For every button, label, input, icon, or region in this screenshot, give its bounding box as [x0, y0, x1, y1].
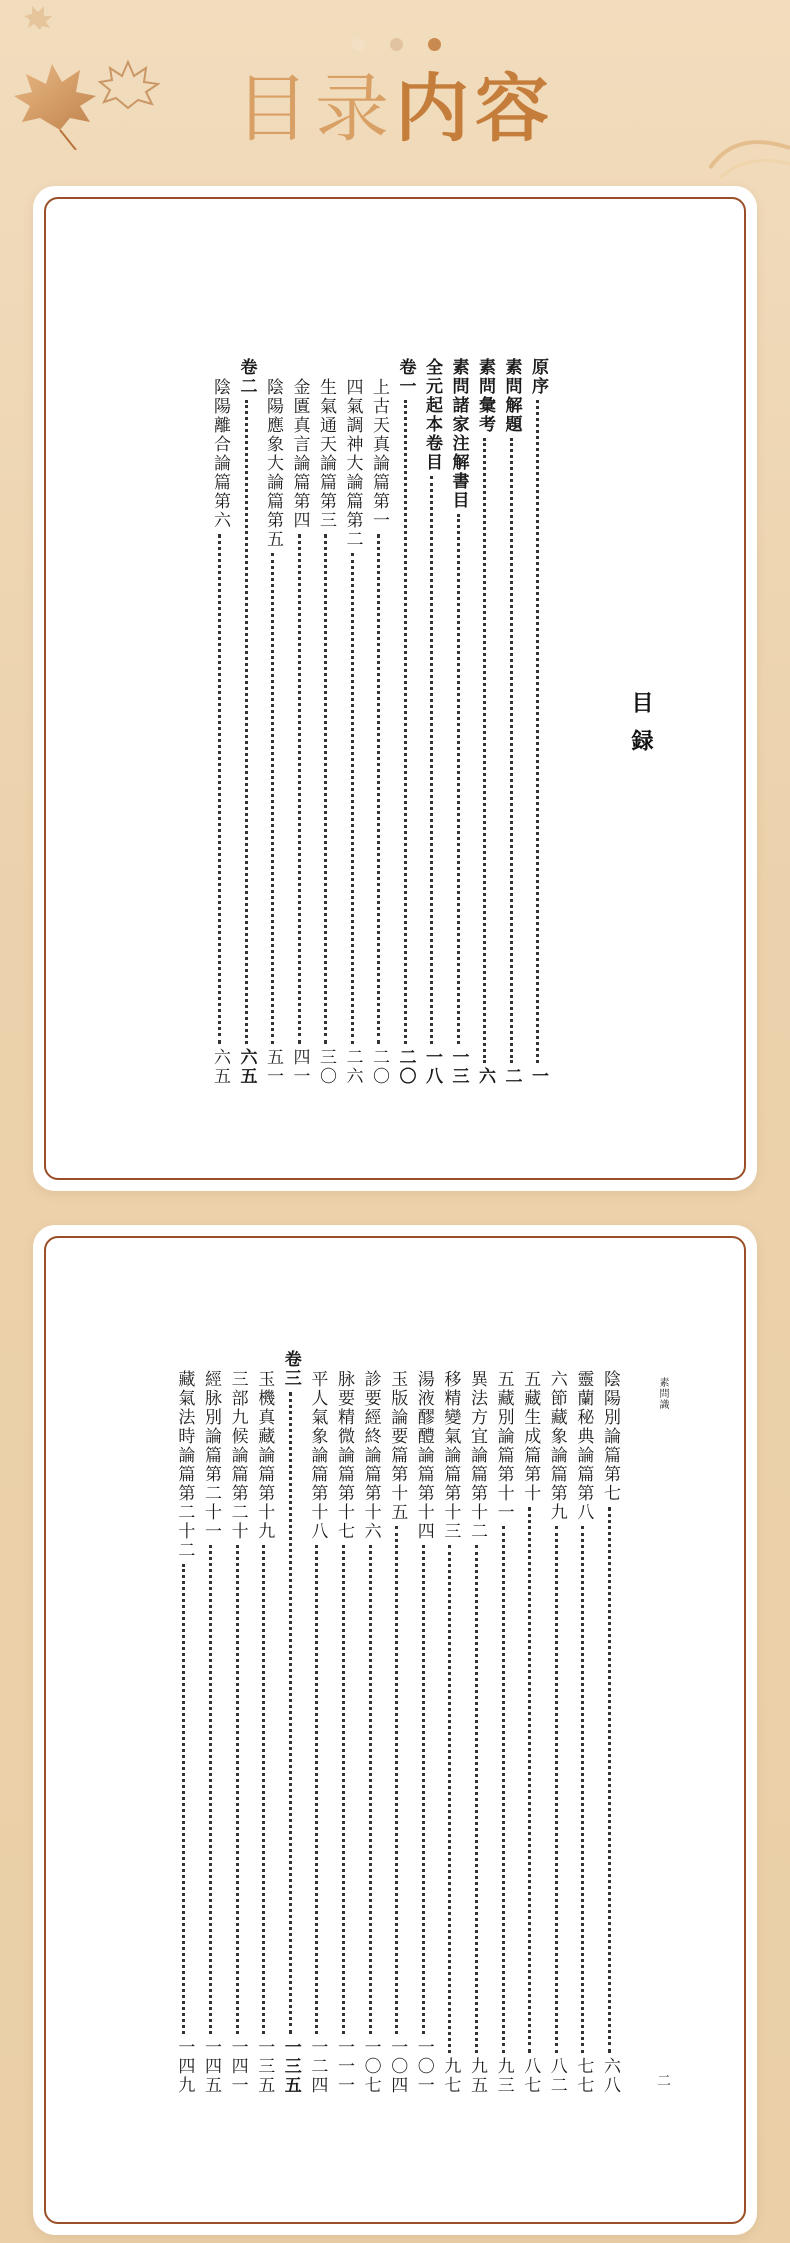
toc-entry-title: 陰陽應象大論篇第五 — [263, 378, 283, 549]
toc-entry-page: 四一 — [289, 1048, 310, 1086]
toc-entry[interactable] — [476, 358, 493, 1086]
toc-entry[interactable] — [362, 1370, 379, 2095]
running-head: 素問識 — [657, 1377, 668, 1410]
toc-entry-page: 二六 — [342, 1048, 363, 1086]
indicator-dot — [352, 38, 365, 51]
toc-entry-page: 一〇一 — [413, 2038, 434, 2095]
dot-leader — [608, 1507, 611, 2053]
toc-entry[interactable] — [495, 1370, 512, 2095]
toc-entry-page: 二〇 — [369, 1048, 389, 1086]
dot-leader — [404, 400, 407, 1044]
dot-leader — [510, 438, 513, 1063]
toc-entry-page: 八七 — [520, 2057, 541, 2095]
page-indicator-dots — [352, 38, 442, 52]
page-frame — [44, 197, 746, 1180]
toc-entry-title: 素問解題 — [501, 358, 522, 434]
toc-entry-title: 卷二 — [236, 358, 257, 396]
dot-leader — [315, 1545, 318, 2034]
toc-entry[interactable] — [415, 1370, 432, 2095]
dot-leader — [271, 553, 274, 1044]
dot-leader — [395, 1526, 398, 2034]
dot-leader — [209, 1545, 212, 2034]
toc-entry[interactable] — [264, 378, 281, 1086]
dot-leader — [448, 1545, 451, 2053]
toc-entry-page: 二 — [501, 1067, 522, 1086]
toc-entry-page: 一〇四 — [387, 2038, 408, 2095]
page-title — [0, 66, 790, 152]
toc-entry-title: 玉版論要篇第十五 — [387, 1370, 408, 1522]
toc-entry[interactable] — [529, 358, 546, 1086]
toc-entry-title: 玉機真藏論篇第十九 — [254, 1370, 275, 1541]
toc-entry-page: 一一一 — [334, 2038, 354, 2095]
toc-entry[interactable] — [450, 358, 467, 1086]
toc-entry-title: 五藏生成篇第十 — [520, 1370, 541, 1503]
toc-entry-title: 素問諸家注解書目 — [448, 358, 469, 510]
toc-page-1 — [33, 186, 757, 1191]
toc-entry-title: 四氣調神大論篇第二 — [342, 378, 363, 549]
dot-leader — [324, 534, 327, 1044]
toc-entry-title: 生氣通天論篇第三 — [316, 378, 336, 530]
toc-entry[interactable] — [520, 1370, 541, 2095]
dot-leader — [182, 1564, 185, 2034]
dot-leader — [377, 534, 380, 1044]
toc-entry-page: 一三五 — [254, 2038, 275, 2095]
toc-entry-page: 一四九 — [174, 2038, 195, 2095]
toc-entry-title: 陰陽別論篇第七 — [600, 1370, 620, 1503]
toc-entry-page: 六 — [475, 1067, 495, 1086]
toc-entry-page: 一八 — [422, 1048, 442, 1086]
toc-entry-title: 移精變氣論篇第十三 — [440, 1370, 461, 1541]
dot-leader — [262, 1545, 265, 2034]
dot-leader — [351, 553, 354, 1044]
dot-leader — [245, 400, 248, 1044]
toc-entry-page: 五一 — [263, 1048, 283, 1086]
toc-entry[interactable] — [317, 378, 334, 1086]
toc-entry[interactable] — [291, 378, 308, 1086]
toc-entry-page: 一二四 — [307, 2038, 328, 2095]
toc-entry-title: 三部九候論篇第二十 — [227, 1370, 248, 1541]
indicator-dot — [390, 38, 403, 51]
toc-entry[interactable] — [548, 1370, 565, 2095]
page-title-bold: 内容 — [395, 66, 555, 152]
toc-entry-title: 陰陽離合論篇第六 — [210, 378, 230, 530]
toc-entry-title: 金匱真言論篇第四 — [289, 378, 310, 530]
toc-entry-page: 一 — [528, 1067, 548, 1086]
toc-entry-title: 異法方宜論篇第十二 — [467, 1370, 487, 1541]
toc-entry-title: 湯液醪醴論篇第十四 — [413, 1370, 434, 1541]
toc-entry-title: 上古天真論篇第一 — [369, 378, 389, 530]
toc-entry[interactable] — [423, 358, 440, 1086]
dot-leader — [430, 476, 433, 1044]
toc-entry-title: 全元起本卷目 — [422, 358, 442, 472]
toc-entry-title: 六節藏象論篇第九 — [546, 1370, 567, 1522]
toc-entry[interactable] — [503, 358, 520, 1086]
toc-entry[interactable] — [387, 1370, 408, 2095]
toc-entry[interactable] — [601, 1370, 618, 2095]
dot-leader — [457, 514, 460, 1044]
toc-entry-title: 經脉別論篇第二十一 — [201, 1370, 221, 1541]
dot-leader — [536, 400, 539, 1063]
toc-entry-page: 六五 — [210, 1048, 230, 1086]
toc-entry[interactable] — [202, 1370, 219, 2095]
toc-entry-page: 一三五 — [280, 2038, 301, 2095]
dot-leader — [342, 1545, 345, 2034]
dot-leader — [298, 534, 301, 1044]
toc-entry[interactable] — [282, 1350, 299, 2095]
toc-entry[interactable] — [335, 1370, 352, 2095]
toc-entry-page: 一四一 — [227, 2038, 248, 2095]
dot-leader — [289, 1392, 292, 2034]
toc-entry-title: 平人氣象論篇第十八 — [307, 1370, 328, 1541]
toc-entry-page: 六八 — [600, 2057, 620, 2095]
toc-entry-title: 五藏別論篇第十一 — [493, 1370, 514, 1522]
toc-entry-page: 一〇七 — [360, 2038, 381, 2095]
toc-entry[interactable] — [307, 1370, 328, 2095]
toc-entry[interactable] — [174, 1370, 195, 2095]
toc-entry[interactable] — [370, 378, 387, 1086]
dot-leader — [218, 534, 221, 1044]
toc-entry-title: 卷一 — [395, 358, 416, 396]
dot-leader — [422, 1545, 425, 2034]
dot-leader — [555, 1526, 558, 2053]
toc-entry-title: 素問彙考 — [475, 358, 495, 434]
toc-entry-page: 三〇 — [316, 1048, 336, 1086]
toc-entry[interactable] — [344, 378, 361, 1086]
dot-leader — [236, 1545, 239, 2034]
toc-entry-page: 一三 — [448, 1048, 469, 1086]
toc-entry-title: 靈蘭秘典論篇第八 — [573, 1370, 594, 1522]
toc-entry[interactable] — [238, 358, 255, 1086]
toc-entry-title: 原序 — [528, 358, 548, 396]
page-number: 二 — [655, 2073, 671, 2088]
toc-entry-title: 卷三 — [280, 1350, 301, 1388]
toc-entry[interactable] — [440, 1370, 461, 2095]
toc-entry[interactable] — [211, 378, 228, 1086]
toc-heading: 目録 — [628, 691, 654, 767]
dot-leader — [502, 1526, 505, 2053]
toc-entry-title: 診要經終論篇第十六 — [360, 1370, 381, 1541]
dot-leader — [369, 1545, 372, 2034]
toc-entry-page: 六五 — [236, 1048, 257, 1086]
toc-entry-page: 一四五 — [201, 2038, 221, 2095]
toc-entry-page: 九三 — [493, 2057, 514, 2095]
dot-leader — [483, 438, 486, 1063]
dot-leader — [528, 1507, 531, 2053]
toc-entry-title: 脉要精微論篇第十七 — [334, 1370, 354, 1541]
dot-leader — [581, 1526, 584, 2053]
page-title-light: 目录 — [235, 66, 395, 152]
toc-page-2 — [33, 1225, 757, 2235]
toc-entry[interactable] — [468, 1370, 485, 2095]
toc-entry-page: 七七 — [573, 2057, 594, 2095]
toc-entry-page: 八二 — [546, 2057, 567, 2095]
dot-leader — [475, 1545, 478, 2053]
indicator-dot — [428, 38, 441, 51]
toc-entry-page: 二〇 — [395, 1048, 416, 1086]
toc-entry-title: 藏氣法時論篇第二十二 — [174, 1370, 195, 1560]
toc-entry-page: 九七 — [440, 2057, 461, 2095]
toc-entry[interactable] — [573, 1370, 594, 2095]
toc-entry[interactable] — [397, 358, 414, 1086]
toc-entry-page: 九五 — [467, 2057, 487, 2095]
toc-entry[interactable] — [254, 1370, 275, 2095]
toc-entry[interactable] — [229, 1370, 246, 2095]
